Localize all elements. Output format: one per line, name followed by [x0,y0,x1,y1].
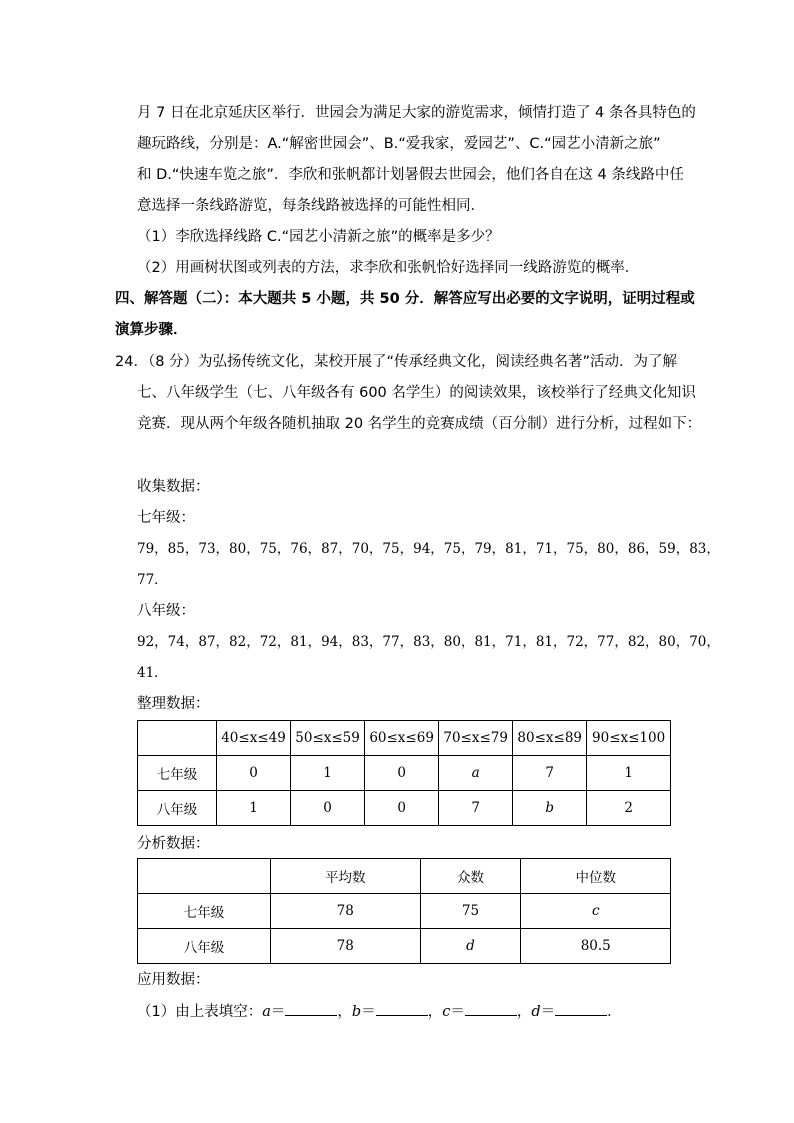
table-header-cell: 70≤x≤79 [439,721,513,756]
equals-sign: ＝ [270,1004,286,1020]
table-cell: a [439,756,513,791]
table-header-cell [138,721,217,756]
grade8-data-line-2: 41． [137,665,168,681]
table-cell: d [420,929,521,964]
table-header-cell: 中位数 [521,859,671,894]
var-c: c [442,1004,451,1020]
section-heading-line-2: 演算步骤． [115,322,188,338]
problem-line-1: 24．（8 分）为弘扬传统文化，某校开展了“传承经典文化，阅读经典名著”活动．为了解 [115,354,678,370]
table-cell: 80.5 [521,929,671,964]
table-cell: 七年级 [138,756,217,791]
table-cell: 七年级 [138,894,271,929]
table-row [138,929,671,964]
table-row [138,791,671,826]
var-b: b [351,1004,362,1020]
answer-blank-a[interactable] [285,1001,337,1016]
table-cell: 78 [271,894,421,929]
table-cell: 0 [365,791,439,826]
intro-question-2: （2）用画树状图或列表的方法，求李欣和张帆恰好选择同一线路游览的概率． [137,260,640,276]
table-header-cell: 平均数 [271,859,421,894]
separator: ， [516,1004,532,1020]
table-header-cell: 60≤x≤69 [365,721,439,756]
table-header-cell: 50≤x≤59 [291,721,365,756]
analyze-title: 分析数据： [137,836,210,852]
grade8-label: 八年级： [137,603,195,619]
equals-sign: ＝ [361,1004,376,1020]
intro-line-3: 和 D.“快速车览之旅”．李欣和张帆都计划暑假去世园会，他们各自在这 4 条线路中任 [137,167,684,183]
var-d: d [531,1004,541,1020]
apply-title: 应用数据： [137,972,210,988]
table-cell: 75 [420,894,521,929]
table-cell: 7 [513,756,587,791]
grade7-label: 七年级： [137,510,195,526]
collect-title: 收集数据： [137,479,210,495]
var-a: a [262,1004,271,1020]
section-heading-line-1: 四、解答题（二）：本大题共 5 小题，共 50 分．解答应写出必要的文字说明，证明过程或 [115,291,695,307]
table-cell: b [513,791,587,826]
statistics-table [137,858,671,964]
table-cell: 0 [365,756,439,791]
table-header-cell [138,859,271,894]
table-cell: 1 [587,756,671,791]
intro-line-4: 意选择一条线路游览，每条线路被选择的可能性相同． [137,198,485,214]
end-period: ． [607,1004,622,1020]
table-cell: 0 [217,756,291,791]
equals-sign: ＝ [450,1004,465,1020]
equals-sign: ＝ [540,1004,556,1020]
grade7-data-line-1: 79，85，73，80，75，76，87，70，75，94，75，79，81，71，75，80，86，59，83， [137,541,720,557]
apply-question-1 [137,1001,622,1022]
table-header-cell: 40≤x≤49 [217,721,291,756]
intro-question-1: （1）李欣选择线路 C.“园艺小清新之旅”的概率是多少？ [137,229,500,245]
table-header-cell: 众数 [420,859,521,894]
table-row [138,756,671,791]
table-cell: 八年级 [138,791,217,826]
table-header-cell: 90≤x≤100 [587,721,671,756]
frequency-table [137,720,671,826]
table-cell: 78 [271,929,421,964]
table-cell: c [521,894,671,929]
answer-blank-d[interactable] [555,1001,607,1016]
table-cell: 1 [217,791,291,826]
table-row [138,894,671,929]
apply-q1-prefix: （1）由上表填空： [137,1004,263,1020]
answer-blank-c[interactable] [465,1001,517,1016]
table-cell: 2 [587,791,671,826]
separator: ， [427,1004,443,1020]
intro-line-2: 趣玩路线，分别是：A.“解密世园会”、B.“爱我家，爱园艺”、C.“园艺小清新之旅” [137,136,661,152]
table-header-row [138,721,671,756]
intro-line-1: 月 7 日在北京延庆区举行．世园会为满足大家的游览需求，倾情打造了 4 条各具特色的 [137,105,696,121]
table-cell: 7 [439,791,513,826]
table-header-cell: 80≤x≤89 [513,721,587,756]
separator: ， [337,1004,352,1020]
grade8-data-line-1: 92，74，87，82，72，81，94，83，77，83，80，81，71，81，72，77，82，80，70， [137,634,720,650]
table-cell: 八年级 [138,929,271,964]
problem-line-2: 七、八年级学生（七、八年级各有 600 名学生）的阅读效果，该校举行了经典文化知识 [137,385,696,401]
problem-line-3: 竞赛．现从两个年级各随机抽取 20 名学生的竞赛成绩（百分制）进行分析，过程如下： [137,416,702,432]
answer-blank-b[interactable] [376,1001,428,1016]
organize-title: 整理数据： [137,696,210,712]
table-cell: 1 [291,756,365,791]
table-header-row [138,859,671,894]
table-cell: 0 [291,791,365,826]
grade7-data-line-2: 77． [137,572,168,588]
